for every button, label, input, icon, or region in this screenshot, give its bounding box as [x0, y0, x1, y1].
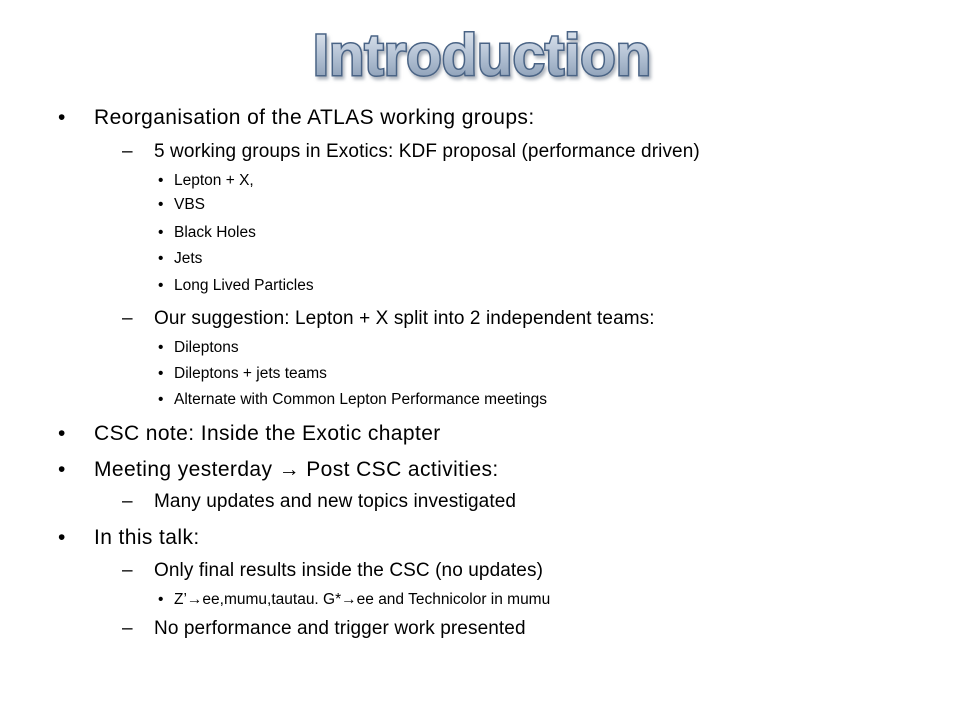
sub-sub-bullet-text: VBS [174, 196, 206, 213]
dash-glyph: – [122, 560, 133, 581]
bullet-glyph: • [158, 172, 164, 189]
bullet-glyph: • [58, 458, 66, 481]
bullet-glyph: • [158, 391, 164, 408]
dash-glyph: – [122, 308, 133, 329]
dash-glyph: – [122, 618, 133, 639]
text-part: Z’ [174, 591, 187, 608]
bullet-text: CSC note: Inside the Exotic chapter [94, 422, 441, 445]
bullet-glyph: • [158, 196, 164, 213]
slide-title-graphic [0, 20, 960, 90]
bullet-glyph: • [58, 526, 66, 549]
sub-bullet-text: Our suggestion: Lepton + X split into 2 independent teams: [154, 308, 655, 329]
sub-sub-bullet-text: Long Lived Particles [174, 277, 314, 294]
bullet-text: In this talk: [94, 526, 200, 549]
sub-bullet-text: 5 working groups in Exotics: KDF proposal (performance driven) [154, 141, 700, 162]
dash-glyph: – [122, 491, 133, 512]
bullet-glyph: • [158, 250, 164, 267]
text-part: Post CSC activities: [300, 458, 499, 481]
bullet-glyph: • [158, 339, 164, 356]
arrow-icon: → [186, 591, 203, 608]
sub-sub-bullet-text: Lepton + X, [174, 172, 254, 189]
sub-sub-bullet-text [174, 591, 550, 609]
bullet-glyph: • [158, 591, 164, 608]
dash-glyph: – [122, 141, 133, 162]
arrow-icon: → [341, 591, 357, 608]
bullet-glyph: • [58, 422, 66, 445]
sub-sub-bullet-text: Black Holes [174, 224, 256, 241]
sub-sub-bullet-text: Alternate with Common Lepton Performance meetings [174, 391, 548, 408]
bullet-glyph: • [158, 277, 164, 294]
sub-bullet-text: Only final results inside the CSC (no updates) [154, 560, 544, 581]
slide-title: Introduction [312, 23, 652, 88]
bullet-glyph: • [158, 224, 164, 241]
text-part: ee and Technicolor in mumu [356, 591, 551, 608]
text-part: ee,mumu,tautau. G* [202, 591, 342, 608]
sub-sub-bullet-text: Jets [174, 250, 203, 267]
text-part: Meeting yesterday [94, 458, 279, 481]
sub-bullet-text: Many updates and new topics investigated [154, 491, 517, 512]
sub-sub-bullet-text: Dileptons [174, 339, 239, 356]
title-area [0, 20, 960, 90]
bullet-glyph: • [58, 106, 66, 129]
bullet-glyph: • [158, 365, 164, 382]
arrow-icon: → [278, 458, 301, 481]
sub-bullet-text: No performance and trigger work presented [154, 618, 526, 639]
sub-sub-bullet-text: Dileptons + jets teams [174, 365, 327, 382]
bullet-text [94, 458, 499, 482]
bullet-text: Reorganisation of the ATLAS working groups: [94, 106, 535, 129]
